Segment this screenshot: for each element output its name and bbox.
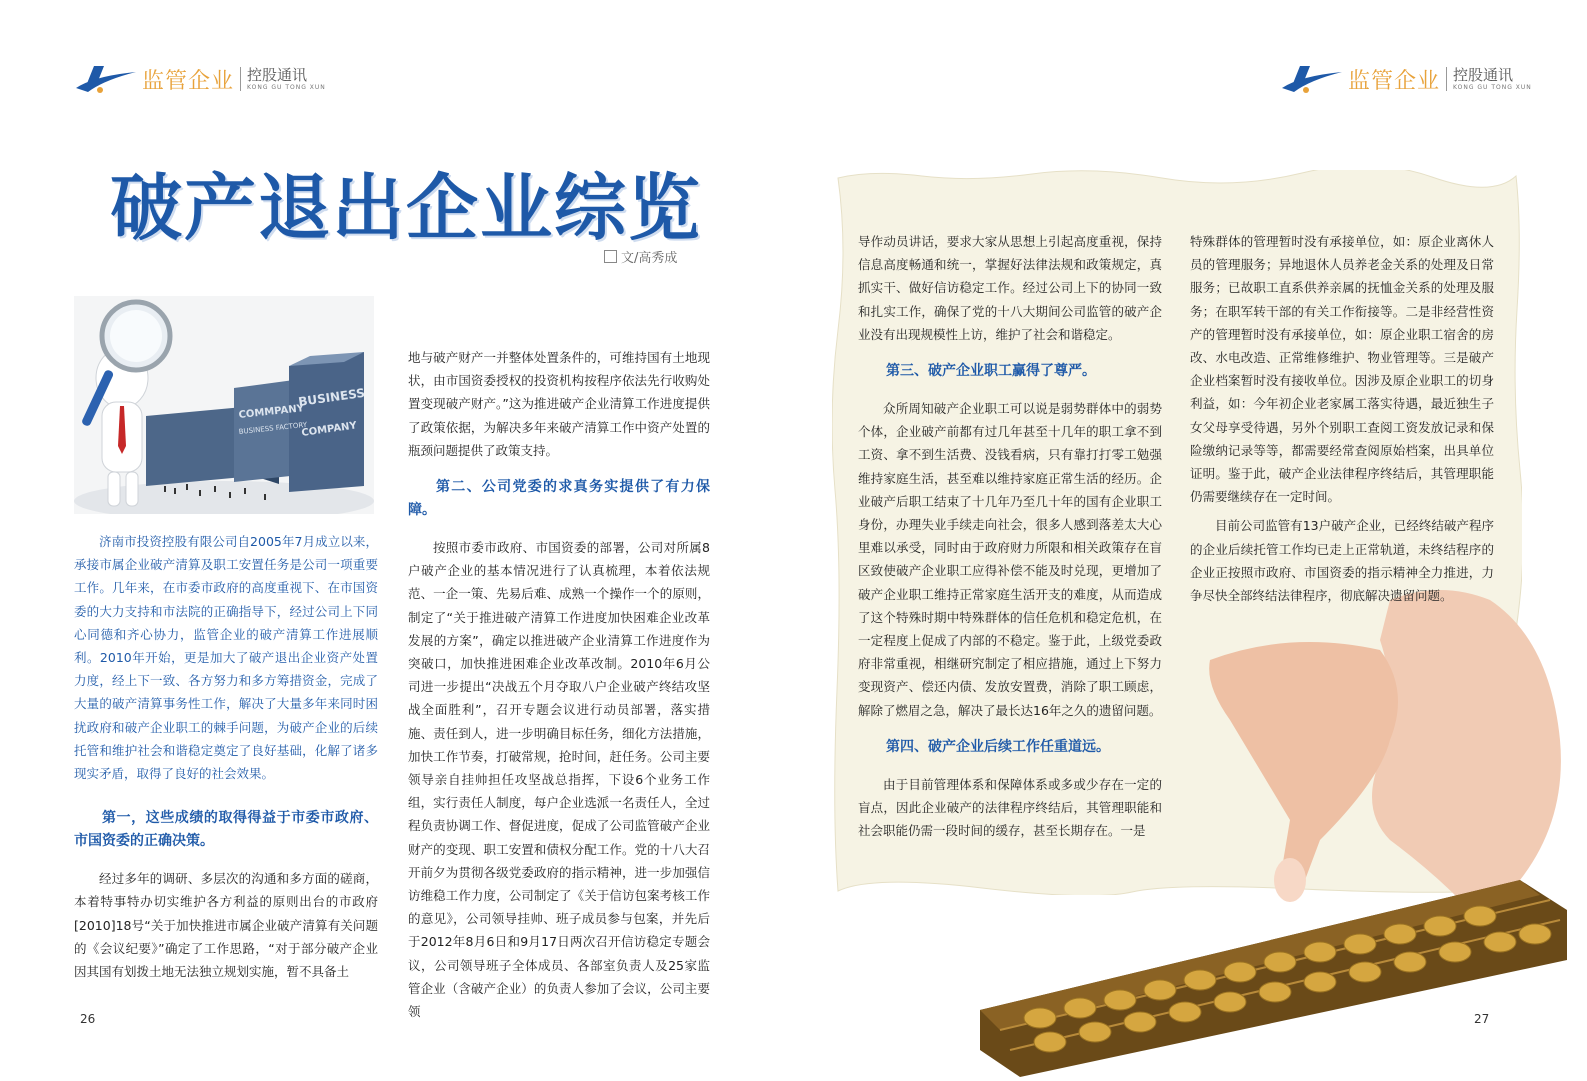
brand-name: 监管企业 <box>142 68 235 94</box>
section-1-paragraph: 经过多年的调研、多层次的沟通和多方面的磋商，本着特事特办切实维护各方利益的原则出台的市政府[2010]18号“关于加快推进市属企业破产清算有关问题的《会议纪要》”确定了工作思路，“对于部分破产企业因其国有划拨土地无法独立规划实施，暂不具备土 <box>74 871 378 980</box>
left-column-2 <box>408 346 710 1023</box>
logo-subtitle <box>1453 65 1532 91</box>
left-page <box>0 0 793 1077</box>
section-heading-1: 第一，这些成绩的取得得益于市委市政府、市国资委的正确决策。 <box>74 810 378 850</box>
section-heading-2: 第二、公司党委的求真务实提供了有力保障。 <box>408 479 710 519</box>
header-logo-left <box>74 62 326 96</box>
logo-subtitle-en: KONG GU TONG XUN <box>1453 83 1532 91</box>
header-logo-right <box>1280 62 1532 96</box>
right-col2-paragraph-1: 特殊群体的管理暂时没有承接单位，如：原企业离休人员的管理服务；异地退休人员养老金关系的处理及日常服务；已故职工直系供养亲属的抚恤金关系的处理及服务；在职军转干部的有关工作衔接等。二是非经营性资产的管理暂时没有承接单位，如：原企业职工宿舍的房改、水电改造、正常维修维护、物业管理等。三是破产企业档案暂时没有接收单位。因涉及原企业职工的切身利益，如：今年初企业老家属工落实待遇，最近独生子女父母享受待遇，另外个别职工查阅工资发放记录和保险缴纳记录等等，都需要经常查阅原始档案，出具单位证明。鉴于此，破产企业法律程序终结后，其管理职能仍需要继续存在一定时间。 <box>1190 234 1494 505</box>
right-column-2 <box>1190 230 1494 607</box>
logo-divider <box>240 67 241 91</box>
right-col2-paragraph-2: 目前公司监管有13户破产企业，已经终结破产程序的企业后续托管工作均已走上正常轨道，未终结程序的企业正按照市政府、市国资委的指示精神全力推进，力争尽快全部终结法律程序，彻底解决遗留问题。 <box>1190 518 1494 604</box>
section-heading-3: 第三、破产企业职工赢得了尊严。 <box>886 363 1096 380</box>
page-number-left: 26 <box>80 1012 96 1026</box>
sign-text-3: COMMPANY <box>238 403 305 421</box>
logo-subtitle-en: KONG GU TONG XUN <box>247 83 326 91</box>
right-col1-paragraph-1: 导作动员讲话，要求大家从思想上引起高度重视，保持信息高度畅通和统一，掌握好法律法规和政策规定，真抓实干、做好信访稳定工作。经过公司上下的协同一致和扎实工作，确保了党的十八大期间公司监管的破产企业没有出现规模性上访，维护了社会和谐稳定。 <box>858 234 1162 342</box>
article-title: 破产退出企业综览 <box>110 166 703 250</box>
right-column-1 <box>858 230 1162 842</box>
sign-text-1: BUSINESS <box>297 385 366 409</box>
sign-text-2: COMPANY <box>300 420 358 439</box>
right-col1-paragraph-3: 由于目前管理体系和保障体系或多或少存在一定的盲点，因此企业破产的法律程序终结后，其管理职能和社会职能仍需一段时间的缓存，甚至长期存在。一是 <box>858 776 1162 839</box>
logo-divider <box>1446 67 1447 91</box>
byline-box-icon <box>604 250 617 263</box>
byline <box>604 247 677 266</box>
company-logo-icon <box>74 62 138 96</box>
logo-subtitle-cn: 控股通讯 <box>247 65 308 84</box>
sign-text-4: BUSINESS FACTORY <box>238 420 308 436</box>
company-logo-icon <box>1280 62 1344 96</box>
logo-subtitle <box>247 65 326 91</box>
right-col1-paragraph-2: 众所周知破产企业职工可以说是弱势群体中的弱势个体，企业破产前都有过几年甚至十几年的职工拿不到工资、拿不到生活费、没钱看病，只有靠打打零工勉强维持家庭生活，甚至难以维持家庭正常生活的经历。企业破产后职工结束了十几年乃至几十年的国有企业职工身份，办理失业手续走向社会，很多人感到落差太大心里难以承受，同时由于政府财力所限和相关政策存在盲区致使破产企业职工应得补偿不能及时兑现，更增加了破产企业职工维持正常家庭生活开支的难度，从而造成了这个特殊时期中特殊群体的信任危机和稳定危机，在一定程度上促成了内部的不稳定。鉴于此，上级党委政府非常重视，相继研究制定了相应措施，通过上下努力变现资产、偿还内债、发放安置费，消除了职工顾虑，解除了燃眉之急，解决了最长达16年之久的遗留问题。 <box>858 401 1162 718</box>
intro-paragraph: 济南市投资控股有限公司自2005年7月成立以来，承接市属企业破产清算及职工安置任务是公司一项重要工作。几年来，在市委市政府的高度重视下、在市国资委的大力支持和市法院的正确指导下，经过公司上下同心同德和齐心协力，监管企业的破产清算工作进展顺利。2010年开始，更是加大了破产退出企业资产处置力度，经上下一致、各方努力和多方筹措资金，完成了大量的破产清算事务性工作，解决了大量多年来同时困扰政府和破产企业职工的棘手问题，为破产企业的后续托管和维护社会和谐稳定奠定了良好基础，化解了诸多现实矛盾，取得了良好的社会效果。 <box>74 534 378 782</box>
col2-paragraph-2: 按照市委市政府、市国资委的部署，公司对所属8户破产企业的基本情况进行了认真梳理，本着依法规范、一企一策、先易后难、成熟一个操作一个的原则，制定了“关于推进破产清算工作进度加快困难企业改革发展的方案”，确定以推进破产企业清算工作进度作为突破口，加快推进困难企业改革改制。2010年6月公司进一步提出“决战五个月夺取八户企业破产终结攻坚战全面胜利”，召开专题会议进行动员部署，落实措施、责任到人，进一步明确目标任务，细化方法措施，加快工作节奏，打破常规，抢时间，赶任务。公司主要领导亲自挂帅担任攻坚战总指挥，下设6个业务工作组，实行责任人制度，每户企业选派一名责任人，全过程负责协调工作、督促进度，促成了公司监管破产企业财产的变现、职工安置和债权分配工作。党的十八大召开前夕为贯彻各级党委政府的指示精神，进一步加强信访维稳工作力度，公司制定了《关于信访包案考核工作的意见》，公司领导挂帅、班子成员参与包案，并先后于2012年8月6日和9月17日两次召开信访稳定专题会议，公司领导班子全体成员、各部室负责人及25家监管企业（含破产企业）的负责人参加了会议，公司主要领 <box>408 540 710 1020</box>
col2-paragraph-1: 地与破产财产一并整体处置条件的，可维持国有土地现状，由市国资委授权的投资机构按程序依法先行收购处置变现破产财产。”这为推进破产企业清算工作进度提供了政策依据，为解决多年来破产清算工作中资产处置的瓶颈问题提供了政策支持。 <box>408 350 710 458</box>
page-number-right: 27 <box>1474 1012 1490 1026</box>
left-column-1 <box>74 530 378 983</box>
hero-illustration <box>74 296 374 514</box>
section-heading-4: 第四、破产企业后续工作任重道远。 <box>886 738 1110 755</box>
brand-name: 监管企业 <box>1348 68 1441 94</box>
logo-subtitle-cn: 控股通讯 <box>1453 65 1514 84</box>
byline-text: 文/高秀成 <box>621 251 678 266</box>
